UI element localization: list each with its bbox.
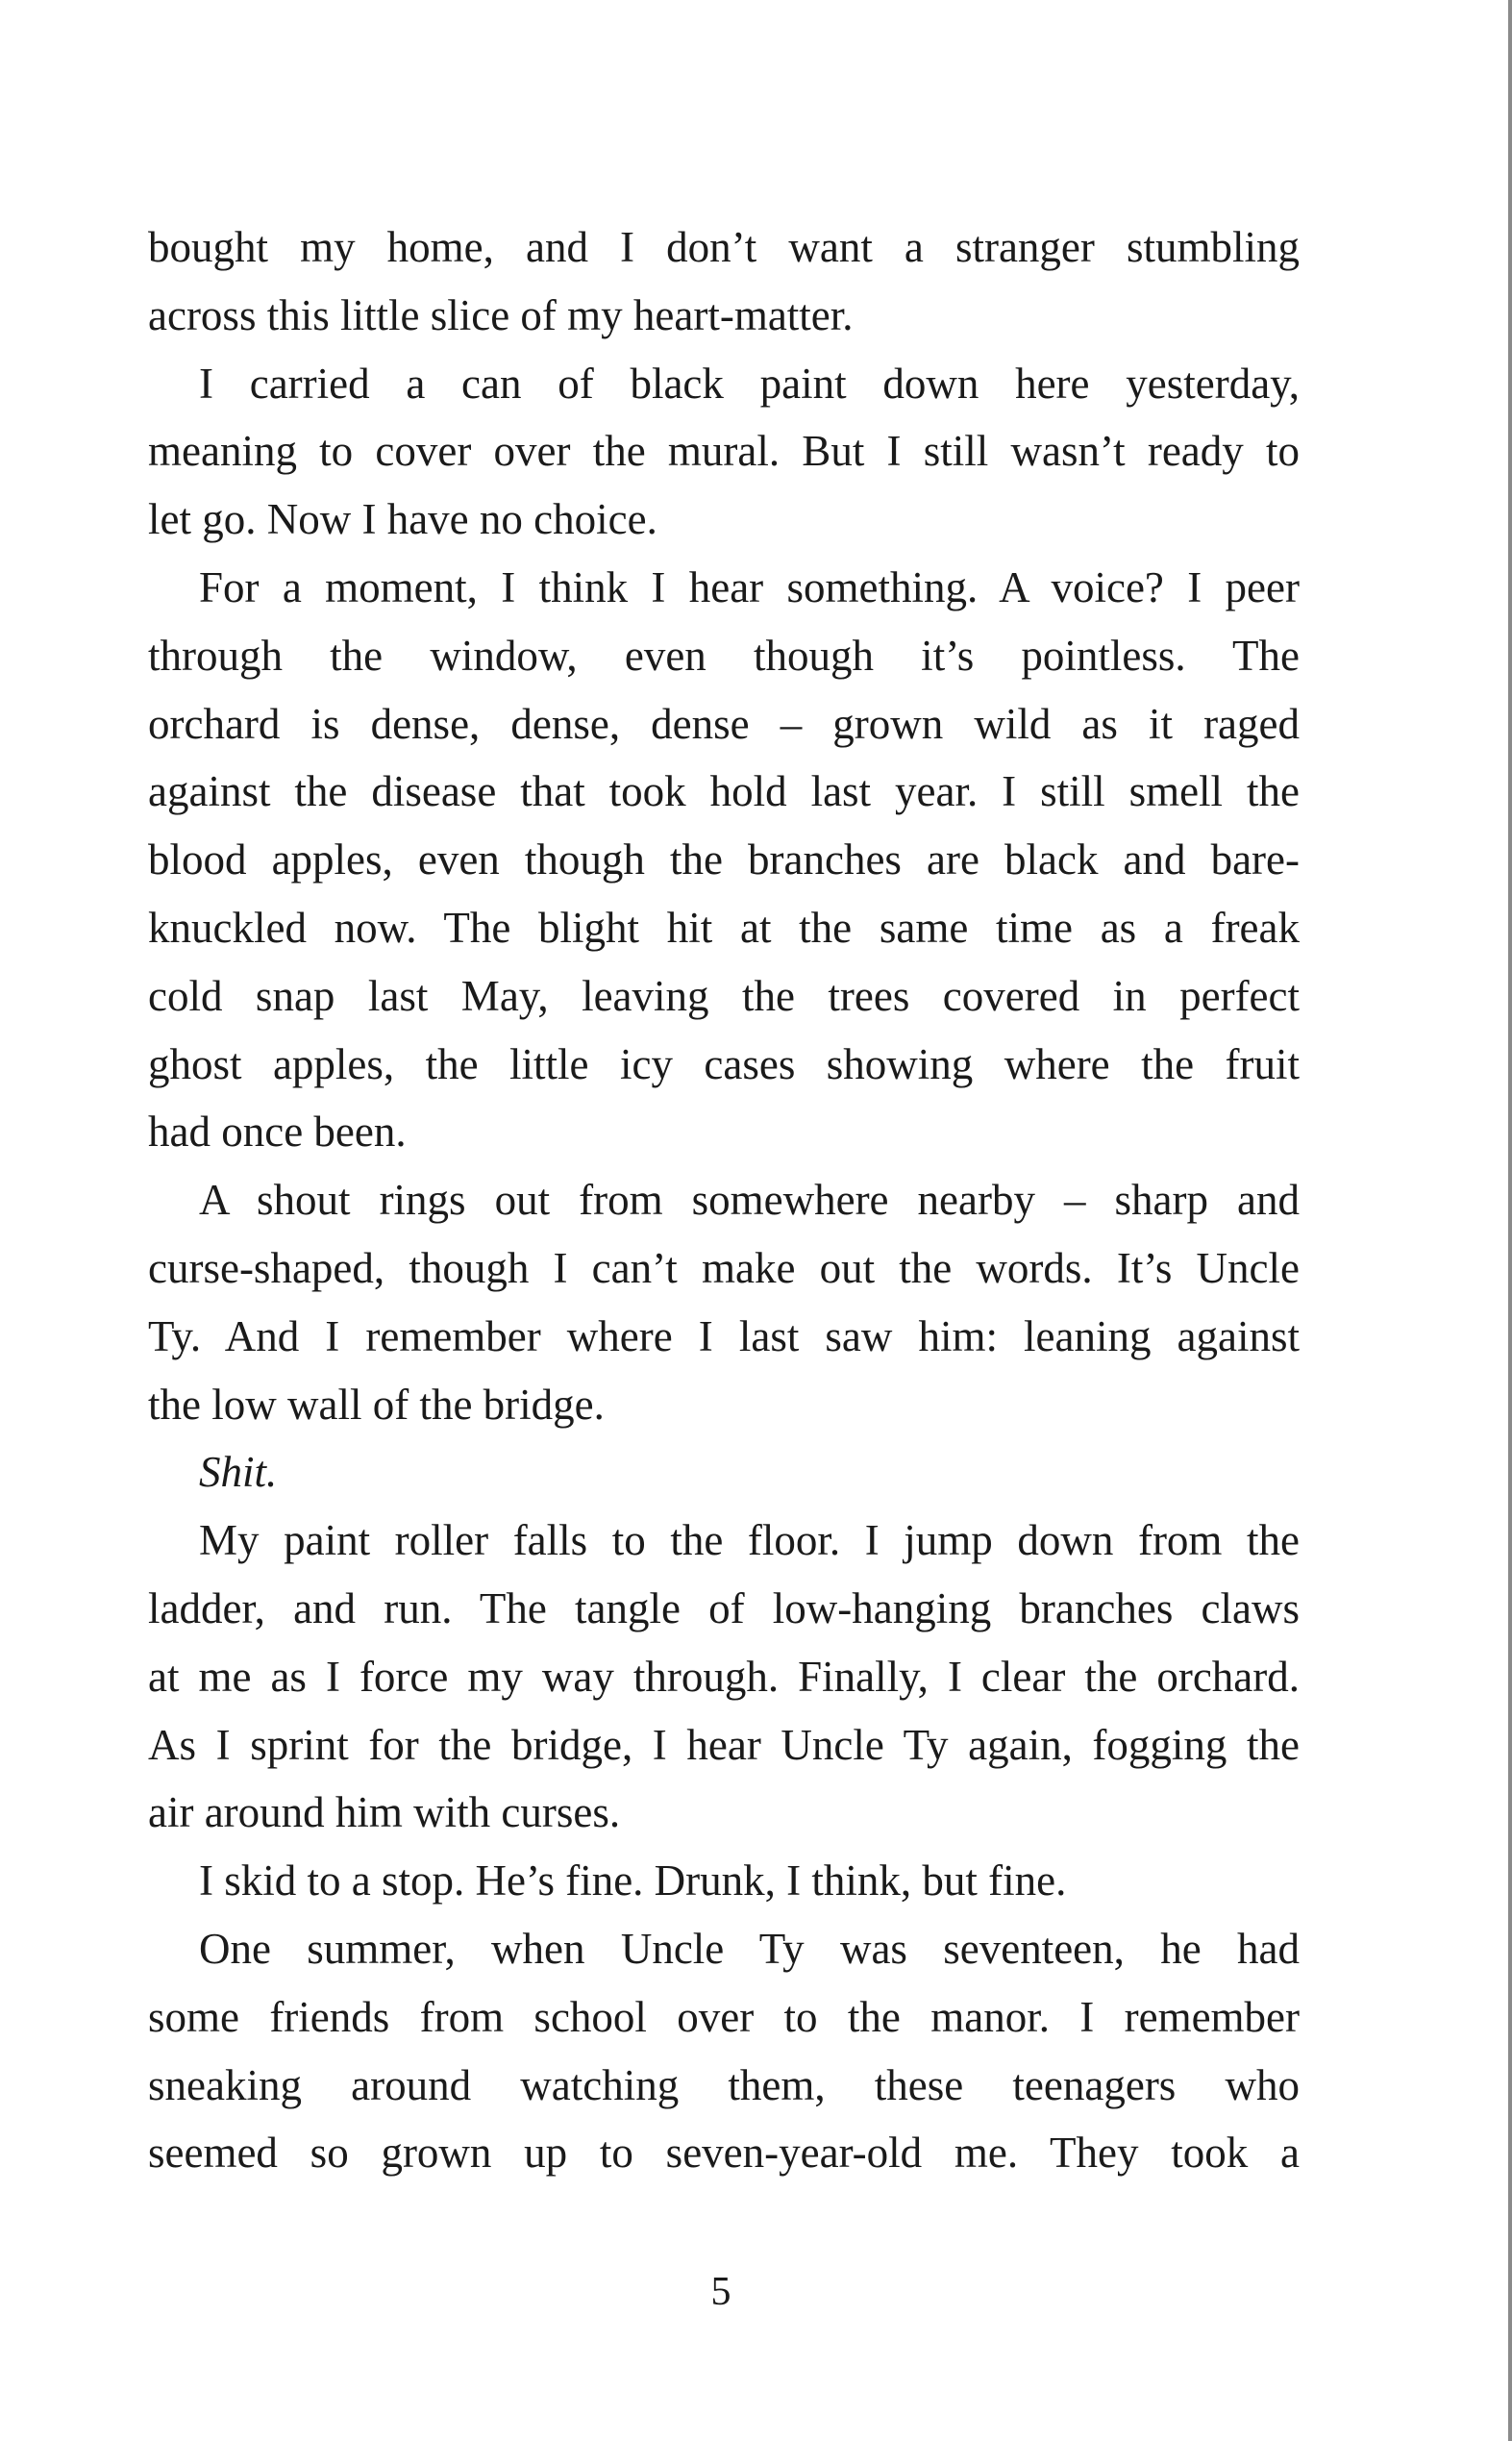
text-line: some friends from school over to the manor. I remember bbox=[148, 1992, 1300, 2041]
page-edge-shadow bbox=[1508, 0, 1512, 2441]
text-line: blood apples, even though the branches are black and bare- bbox=[148, 835, 1300, 884]
page-number: 5 bbox=[710, 2270, 731, 2314]
text-line: A shout rings out from somewhere nearby – sharp and bbox=[199, 1176, 1300, 1225]
text-line: at me as I force my way through. Finally, I clear the orchard. bbox=[148, 1652, 1300, 1701]
text-line: sneaking around watching them, these teenagers who bbox=[148, 2060, 1300, 2109]
text-line: My paint roller falls to the floor. I jump down from the bbox=[199, 1516, 1300, 1565]
text-line: had once been. bbox=[148, 1108, 407, 1157]
text-line: As I sprint for the bridge, I hear Uncle Ty again, fogging the bbox=[148, 1720, 1300, 1769]
text-line: Ty. And I remember where I last saw him: leaning against bbox=[148, 1311, 1300, 1360]
text-line: I skid to a stop. He’s fine. Drunk, I think, but fine. bbox=[199, 1856, 1067, 1905]
text-line: bought my home, and I don’t want a stranger stumbling bbox=[148, 223, 1300, 271]
text-line: knuckled now. The blight hit at the same time as a freak bbox=[148, 903, 1300, 952]
text-line: Shit. bbox=[199, 1448, 278, 1497]
text-line: I carried a can of black paint down here yesterday, bbox=[199, 359, 1300, 408]
body-text bbox=[148, 213, 1300, 2187]
text-line: seemed so grown up to seven-year-old me. They took a bbox=[148, 2129, 1300, 2178]
text-line: One summer, when Uncle Ty was seventeen, he had bbox=[199, 1924, 1300, 1973]
text-line: orchard is dense, dense, dense – grown wild as it raged bbox=[148, 699, 1300, 748]
text-line: let go. Now I have no choice. bbox=[148, 495, 657, 544]
text-line: cold snap last May, leaving the trees covered in perfect bbox=[148, 971, 1300, 1020]
text-line: ghost apples, the little icy cases showing where the fruit bbox=[148, 1039, 1300, 1088]
text-line: against the disease that took hold last year. I still smell the bbox=[148, 767, 1300, 816]
text-line: meaning to cover over the mural. But I still wasn’t ready to bbox=[148, 427, 1300, 476]
text-line: air around him with curses. bbox=[148, 1788, 621, 1837]
text-line: ladder, and run. The tangle of low-hanging branches claws bbox=[148, 1583, 1300, 1632]
text-line: across this little slice of my heart-matter. bbox=[148, 290, 854, 339]
text-line: through the window, even though it’s pointless. The bbox=[148, 631, 1300, 680]
text-line: curse-shaped, though I can’t make out the words. It’s Uncle bbox=[148, 1243, 1300, 1292]
text-line: For a moment, I think I hear something. A voice? I peer bbox=[199, 562, 1300, 611]
text-line: the low wall of the bridge. bbox=[148, 1380, 605, 1429]
